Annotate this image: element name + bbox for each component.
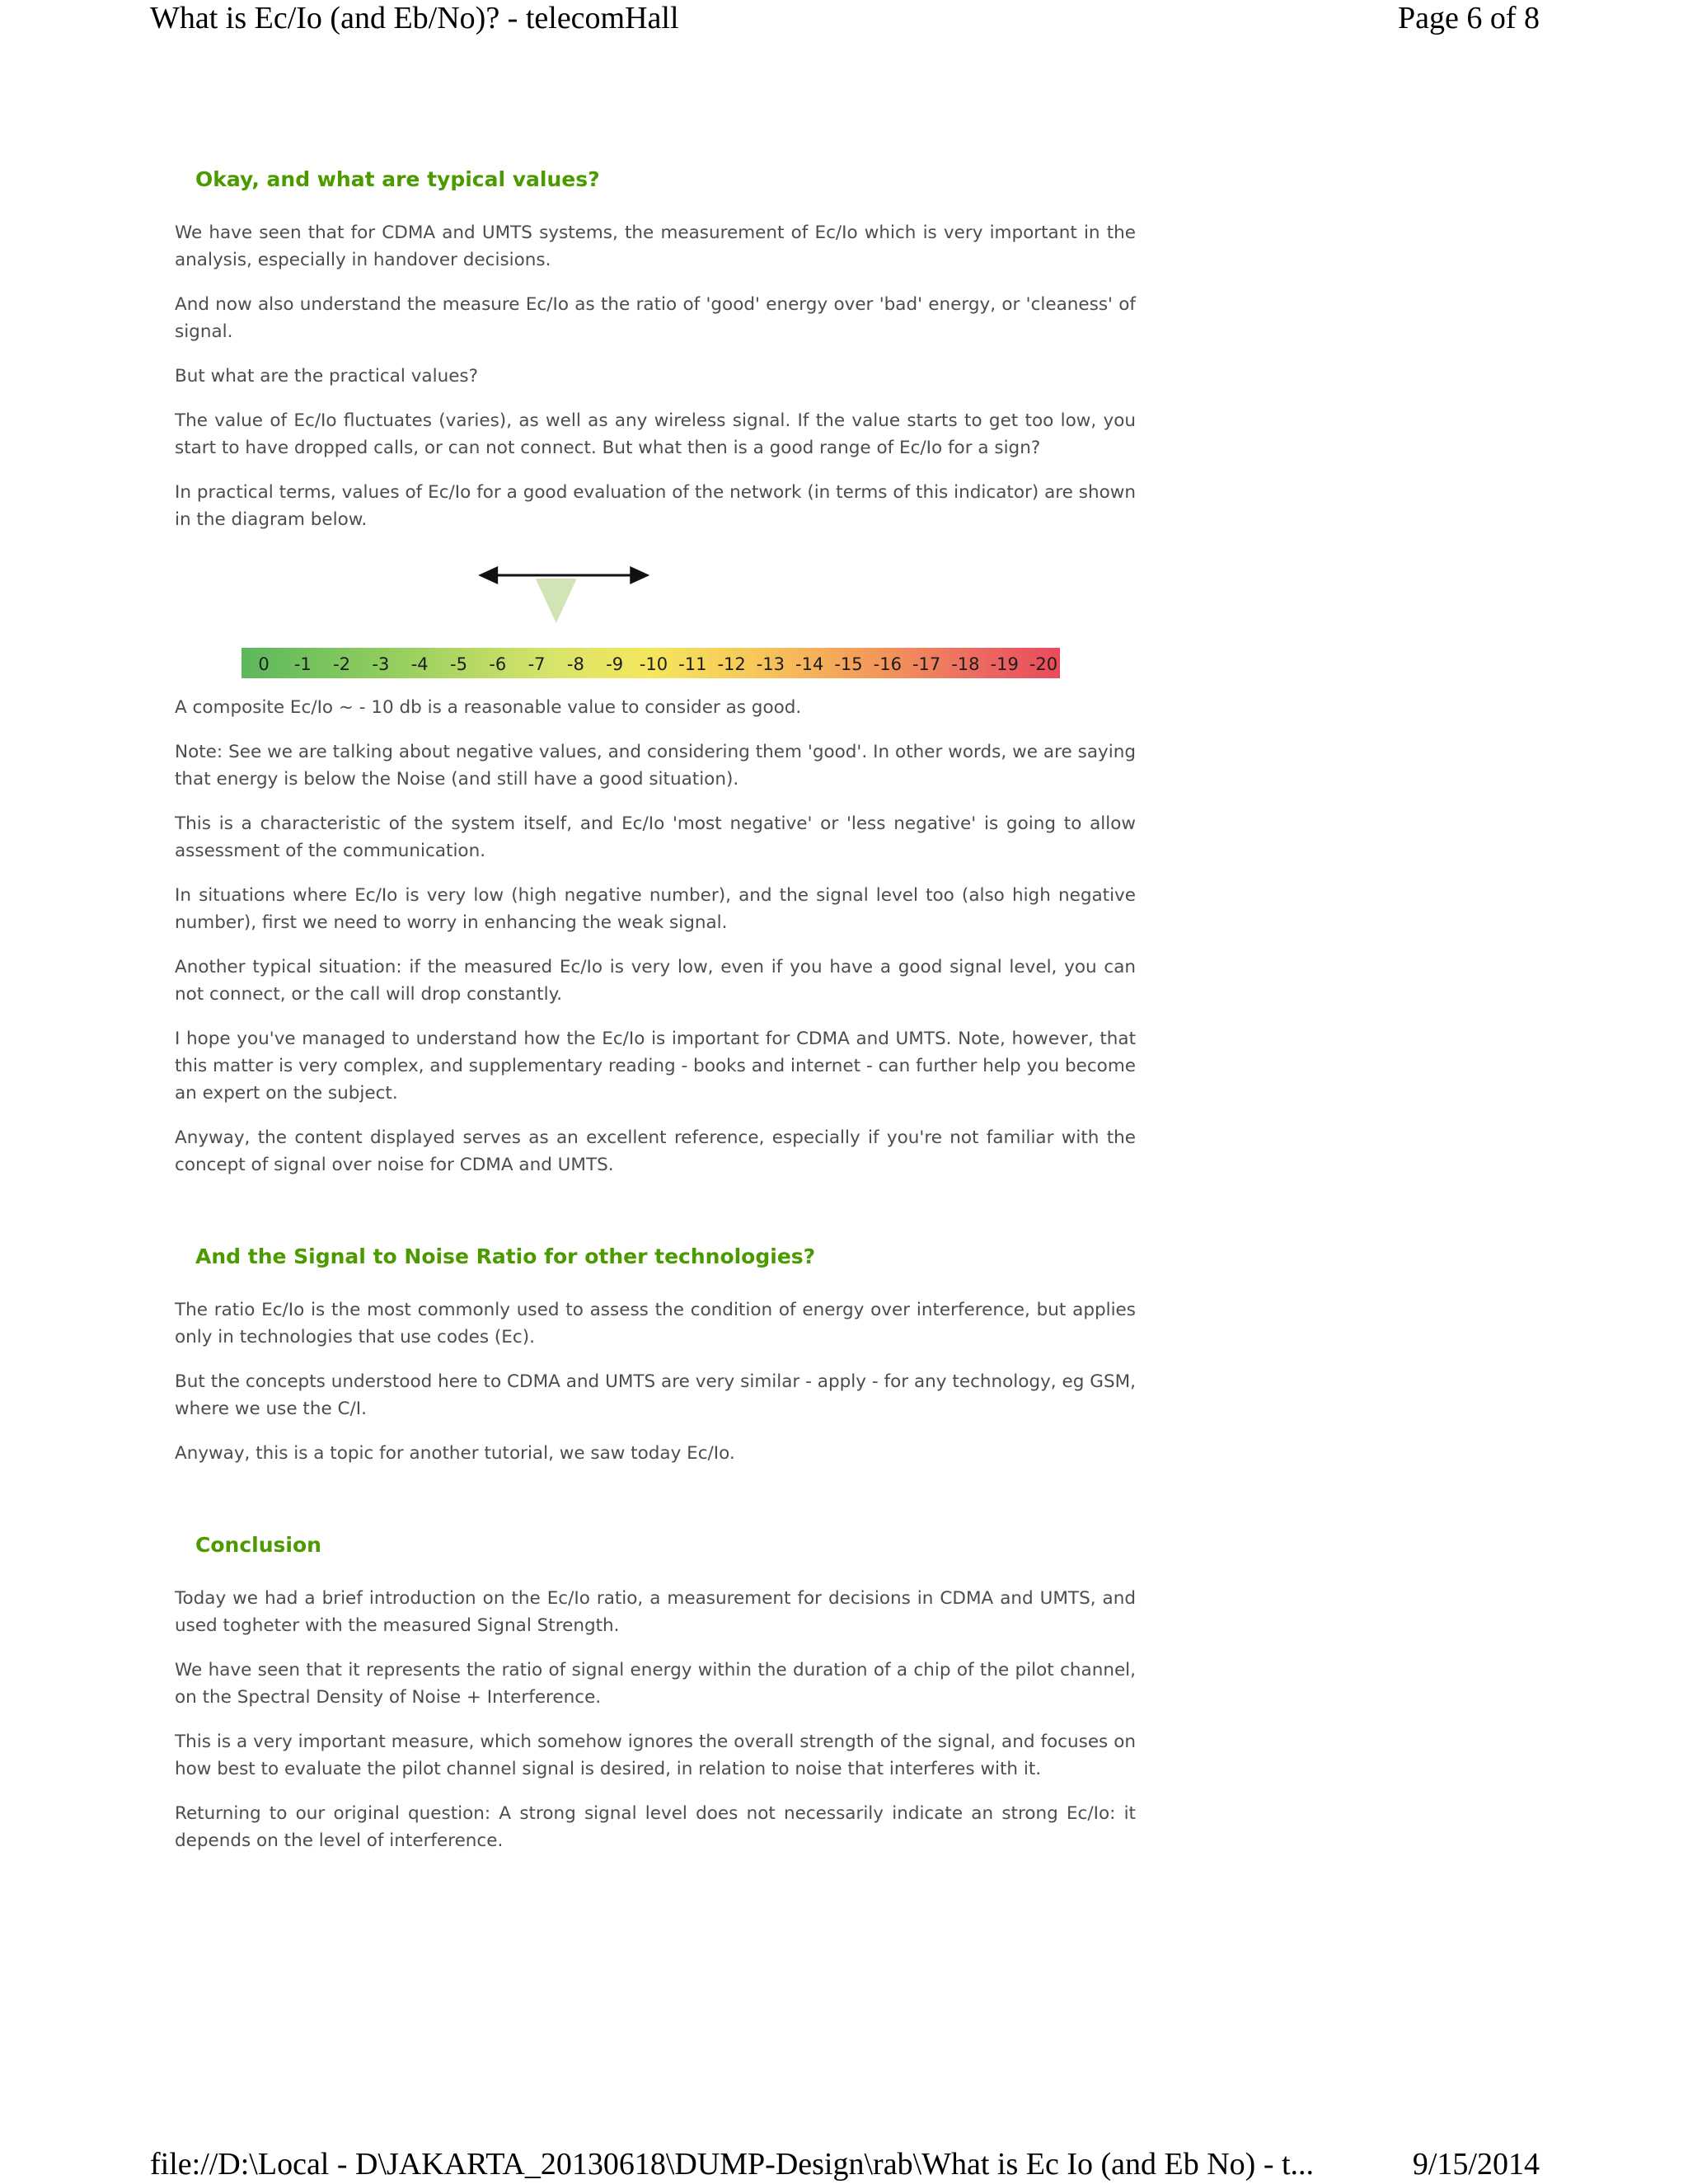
paragraph: I hope you've managed to understand how the Ec/Io is important for CDMA and UMTS. Note, however, that this matter is very complex, and supplementary reading - books and internet - can further help you become an expert on the subject. (175, 1029, 1136, 1104)
scale-tick-label: -20 (1029, 654, 1058, 674)
paragraph: This is a characteristic of the system itself, and Ec/Io 'most negative' or 'less negative' is going to allow assessment of the communication. (175, 813, 1136, 861)
paragraph: We have seen that for CDMA and UMTS systems, the measurement of Ec/Io which is very important in the analysis, especially in handover decisions. (175, 223, 1136, 270)
scale-tick-label: -10 (639, 654, 668, 674)
section-other-technologies (175, 1239, 1136, 1467)
section-heading: And the Signal to Noise Ratio for other technologies? (195, 1244, 816, 1268)
paragraph: Anyway, the content displayed serves as an excellent reference, especially if you're not familiar with the concept of signal over noise for CDMA and UMTS. (175, 1127, 1136, 1175)
scale-tick-label: -5 (450, 654, 467, 674)
paragraph: But the concepts understood here to CDMA and UMTS are very similar - apply - for any technology, eg GSM, where we use the C/I. (175, 1371, 1136, 1419)
paragraph: But what are the practical values? (175, 366, 479, 387)
scale-tick-label: -14 (795, 654, 824, 674)
paragraph: In situations where Ec/Io is very low (high negative number), and the signal level too (also high negative number), first we need to worry in enhancing the weak signal. (175, 885, 1136, 933)
print-footer (150, 2146, 1540, 2182)
paragraph: Today we had a brief introduction on the Ec/Io ratio, a measurement for decisions in CDMA and UMTS, and used togheter with the measured Signal Strength. (175, 1588, 1136, 1636)
print-header (150, 0, 1540, 36)
ecio-scale-diagram (175, 546, 1136, 694)
paragraph: The value of Ec/Io fluctuates (varies), as well as any wireless signal. If the value starts to get too low, you start to have dropped calls, or can not connect. But what then is a good range of Ec/Io for a sign? (175, 410, 1136, 458)
scale-tick-labels (258, 654, 1057, 674)
range-arrow-left-head (478, 566, 498, 584)
section-heading: Conclusion (195, 1533, 321, 1557)
scale-tick-label: -8 (566, 654, 584, 674)
print-footer-date: 9/15/2014 (1412, 2147, 1540, 2182)
paragraph: In practical terms, values of Ec/Io for a good evaluation of the network (in terms of this indicator) are shown in the diagram below. (175, 482, 1136, 530)
scale-tick-label: -3 (372, 654, 390, 674)
article-body (175, 162, 1136, 1872)
scale-tick-label: -6 (489, 654, 507, 674)
scale-tick-label: -19 (990, 654, 1019, 674)
good-value-marker (536, 579, 577, 623)
scale-tick-label: -12 (717, 654, 746, 674)
ecio-scale-svg (175, 546, 1136, 694)
scale-tick-label: 0 (258, 654, 270, 674)
scale-tick-label: -9 (606, 654, 624, 674)
print-header-page-number: Page 6 of 8 (1397, 1, 1540, 35)
section-typical-values (175, 162, 1136, 1179)
scale-tick-label: -16 (873, 654, 902, 674)
print-header-title: What is Ec/Io (and Eb/No)? - telecomHall (150, 1, 679, 35)
paragraph: The ratio Ec/Io is the most commonly used to assess the condition of energy over interference, but applies only in technologies that use codes (Ec). (175, 1300, 1136, 1347)
scale-tick-label: -18 (951, 654, 980, 674)
paragraph: Returning to our original question: A strong signal level does not necessarily indicate an strong Ec/Io: it depends on the level of interference. (175, 1803, 1136, 1851)
scale-tick-label: -17 (912, 654, 941, 674)
scale-tick-label: -11 (678, 654, 707, 674)
print-footer-file-path: file://D:\Local - D\JAKARTA_20130618\DUMP-Design\rab\What is Ec Io (and Eb No) - t... (150, 2147, 1315, 2182)
paragraph: We have seen that it represents the ratio of signal energy within the duration of a chip of the pilot channel, on the Spectral Density of Noise + Interference. (175, 1660, 1136, 1708)
section-heading: Okay, and what are typical values? (195, 167, 600, 191)
paragraph: This is a very important measure, which somehow ignores the overall strength of the signal, and focuses on how best to evaluate the pilot channel signal is desired, in relation to noise that interferes with it. (175, 1732, 1136, 1779)
paragraph: And now also understand the measure Ec/Io as the ratio of 'good' energy over 'bad' energy, or 'cleaness' of signal. (175, 294, 1136, 342)
scale-tick-label: -15 (834, 654, 863, 674)
paragraph: A composite Ec/Io ~ - 10 db is a reasonable value to consider as good. (175, 697, 802, 718)
paragraph: Note: See we are talking about negative values, and considering them 'good'. In other words, we are saying that energy is below the Noise (and still have a good situation). (175, 742, 1136, 790)
scale-tick-label: -13 (756, 654, 785, 674)
range-arrow-right-head (630, 566, 649, 584)
scale-tick-label: -4 (410, 654, 429, 674)
scale-tick-label: -2 (333, 654, 351, 674)
scale-tick-label: -7 (528, 654, 546, 674)
scale-tick-label: -1 (293, 654, 312, 674)
paragraph: Anyway, this is a topic for another tutorial, we saw today Ec/Io. (175, 1443, 735, 1464)
paragraph: Another typical situation: if the measured Ec/Io is very low, even if you have a good signal level, you can not connect, or the call will drop constantly. (175, 957, 1136, 1005)
section-conclusion (175, 1527, 1136, 1854)
